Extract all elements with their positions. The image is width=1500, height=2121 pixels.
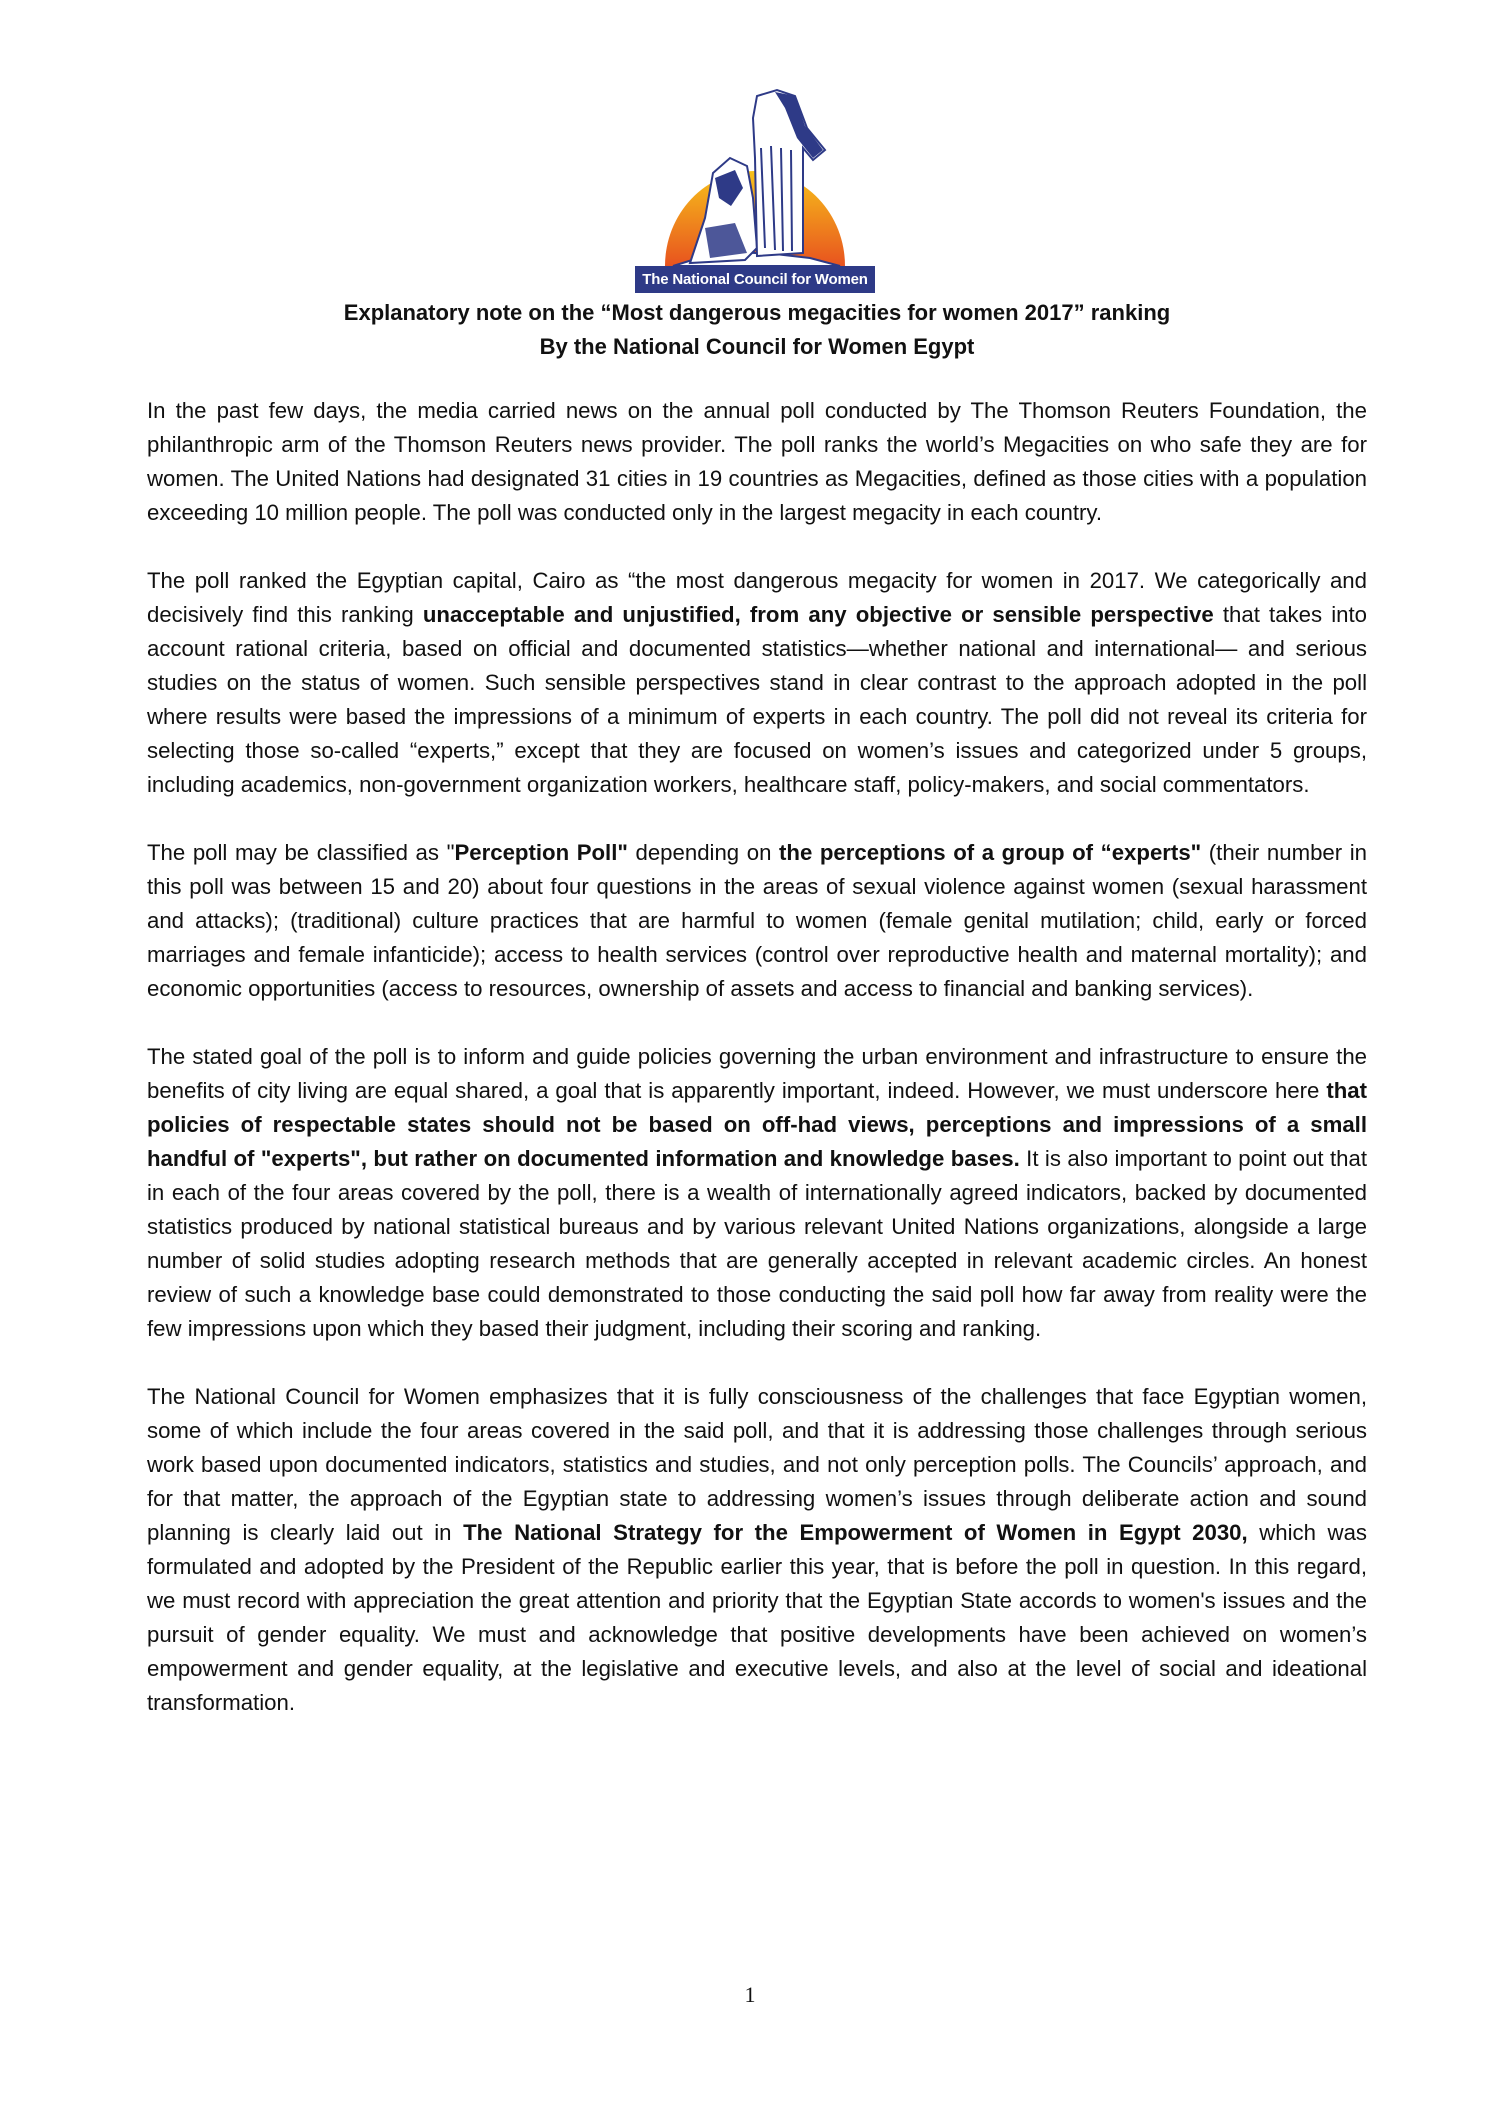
paragraph-2 (147, 564, 1367, 802)
paragraph-text: It is also important to point out that in each of the four areas covered by the poll, there is a wealth of internationally agreed indicators, backed by documented statistics produced by national statistical bureaus and by various relevant United Nations organizations, alongside a large number of solid studies adopting research methods that are generally accepted in relevant academic circles. An honest review of such a knowledge base could demonstrated to those conducting the said poll how far away from reality were the few impressions upon which they based their judgment, including their scoring and ranking. (147, 1146, 1367, 1341)
paragraph-text: In the past few days, the media carried news on the annual poll conducted by The Thomson Reuters Foundation, the philanthropic arm of the Thomson Reuters news provider. The poll ranks the world’s Megacities on who safe they are for women. The United Nations had designated 31 cities in 19 countries as Megacities, defined as those cities with a population exceeding 10 million people. The poll was conducted only in the largest megacity in each country. (147, 398, 1367, 525)
bold-emphasis: the perceptions of a group of “experts" (779, 840, 1202, 865)
paragraph-text: The stated goal of the poll is to inform and guide policies governing the urban environment and infrastructure to ensure the benefits of city living are equal shared, a goal that is apparently important, indeed. However, we must underscore here (147, 1044, 1367, 1103)
paragraph-5 (147, 1380, 1367, 1720)
bold-emphasis: Perception Poll" (454, 840, 628, 865)
bold-emphasis: The National Strategy for the Empowerment of Women in Egypt 2030, (463, 1520, 1248, 1545)
ncw-logo (635, 88, 875, 293)
paragraph-text: The National Council for Women emphasizes that it is fully consciousness of the challenges that face Egyptian women, some of which include the four areas covered in the said poll, and that it is addressing those challenges through serious work based upon documented indicators, statistics and studies, and not only perception polls. The Councils’ approach, and for that matter, the approach of the Egyptian state to addressing women’s issues through deliberate action and sound planning is clearly laid out in (147, 1384, 1367, 1545)
paragraph-text: The poll ranked the Egyptian capital, Cairo as “the most dangerous megacity for women in 2017. We categorically and decisively find this ranking (147, 568, 1367, 627)
paragraph-4 (147, 1040, 1367, 1346)
bold-emphasis: unacceptable and unjustified, from any objective or sensible perspective (422, 602, 1214, 627)
document-body (147, 394, 1367, 1754)
paragraph-text: that takes into account rational criteria, based on official and documented statistics—whether national and international— and serious studies on the status of women. Such sensible perspectives stand in clear contrast to the approach adopted in the poll where results were based the impressions of a minimum of experts in each country. The poll did not reveal its criteria for selecting those so-called “experts,” except that they are focused on women’s issues and categorized under 5 groups, including academics, non-government organization workers, healthcare staff, policy-makers, and social commentators. (147, 602, 1367, 797)
paragraph-text: The poll may be classified as " (147, 840, 455, 865)
logo-banner: The National Council for Women (635, 266, 875, 293)
document-title (147, 296, 1367, 364)
page-number: 1 (744, 1982, 756, 2007)
paragraph-text: (their number in this poll was between 15 and 20) about four questions in the areas of sexual violence against women (sexual harassment and attacks); (traditional) culture practices that are harmful to women (female genital mutilation; child, early or forced marriages and female infanticide); access to health services (control over reproductive health and maternal mortality); and economic opportunities (access to resources, ownership of assets and access to financial and banking services). (147, 840, 1367, 1001)
logo-emblem-icon (635, 88, 875, 293)
title-line-2: By the National Council for Women Egypt (539, 334, 975, 359)
paragraph-1 (147, 394, 1367, 530)
bold-emphasis: that policies of respectable states should not be based on off-had views, perceptions and impressions of a small handful of "experts", but rather on documented information and knowledge bases. (147, 1078, 1367, 1171)
title-line-1: Explanatory note on the “Most dangerous megacities for women 2017” ranking (343, 300, 1171, 325)
paragraph-3 (147, 836, 1367, 1006)
paragraph-text: which was formulated and adopted by the President of the Republic earlier this year, that is before the poll in question. In this regard, we must record with appreciation the great attention and priority that the Egyptian State accords to women's issues and the pursuit of gender equality. We must and acknowledge that positive developments have been achieved on women’s empowerment and gender equality, at the legislative and executive levels, and also at the level of social and ideational transformation. (147, 1520, 1368, 1715)
paragraph-text: depending on (627, 840, 779, 865)
